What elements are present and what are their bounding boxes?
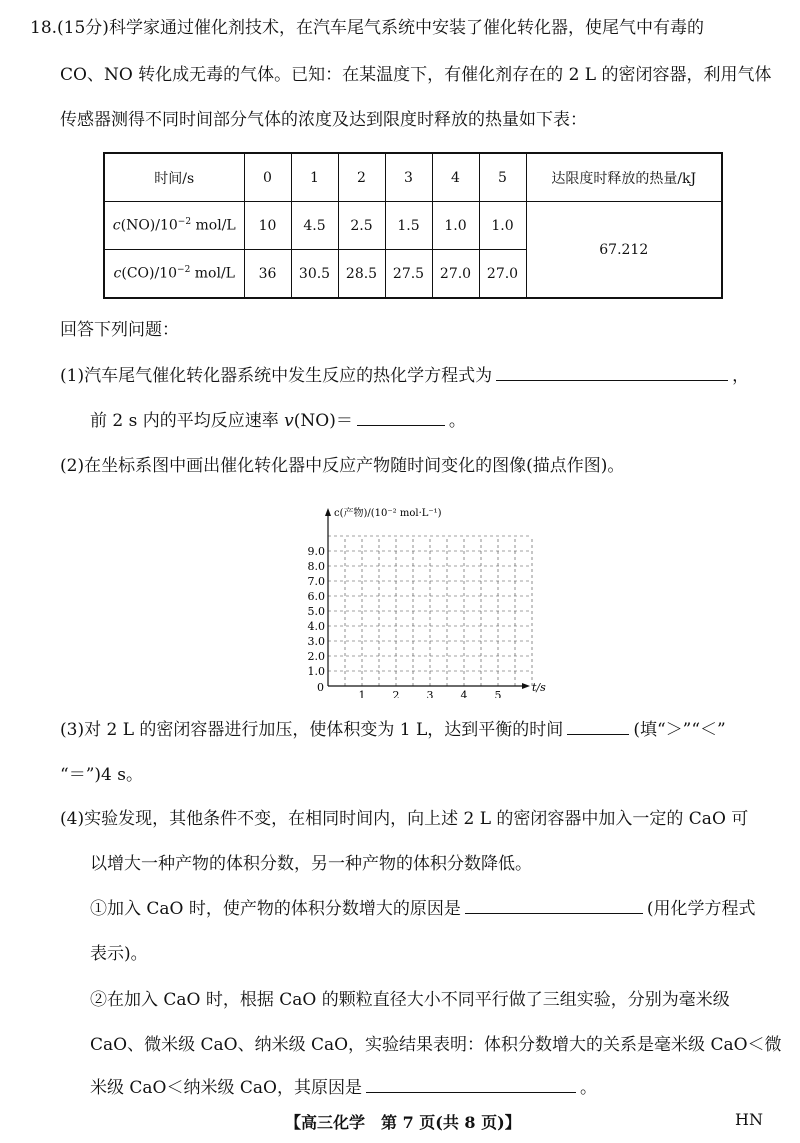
- table-time-cell: 1: [291, 153, 338, 202]
- table-cell: 27.0: [432, 250, 479, 299]
- y-tick-label: 4.0: [307, 620, 325, 633]
- y-tick-label: 2.0: [307, 650, 325, 663]
- y-axis-arrow: [325, 508, 331, 516]
- q4-sub1-line-1: [90, 901, 756, 918]
- table-cell: 27.5: [385, 250, 432, 299]
- table-time-cell: 0: [244, 153, 291, 202]
- table-cell: 28.5: [338, 250, 385, 299]
- q1-line-1: [60, 368, 749, 385]
- q3-answer-blank[interactable]: [567, 733, 629, 735]
- table-heat-value: 67.212: [526, 202, 722, 299]
- table-time-cell: 4: [432, 153, 479, 202]
- q4-sub2-line-2: CaO、微米级 CaO、纳米级 CaO，实验结果表明：体积分数增大的关系是毫米级 CaO＜微: [90, 1035, 782, 1055]
- table-row: [104, 202, 722, 250]
- x-tick-label: 3: [426, 689, 434, 698]
- q4-sub1-text-post: (用化学方程式: [646, 899, 756, 919]
- y-tick-label: 6.0: [307, 590, 325, 603]
- q3-line-2: “＝”)4 s。: [60, 765, 143, 785]
- x-tick-label: 5: [494, 689, 502, 698]
- q1-line2-end: 。: [448, 411, 466, 431]
- question-score: (15分): [57, 18, 109, 38]
- q3-text: (3)对 2 L 的密闭容器进行加压，使体积变为 1 L，达到平衡的时间: [60, 720, 564, 740]
- q1-answer-blank-2[interactable]: [357, 424, 445, 426]
- label-mid: (NO)/10: [120, 217, 178, 234]
- table-cell: 2.5: [338, 202, 385, 250]
- y-tick-label: 9.0: [307, 545, 325, 558]
- x-tick-label: 4: [460, 689, 468, 698]
- y-tick-label: 3.0: [307, 635, 325, 648]
- table-cell: 36: [244, 250, 291, 299]
- table-time-cell: 2: [338, 153, 385, 202]
- q1-line2-mid: (NO)＝: [293, 411, 353, 431]
- q1-text: (1)汽车尾气催化转化器系统中发生反应的热化学方程式为: [60, 366, 493, 386]
- x-tick-label: 2: [392, 689, 400, 698]
- q4-sub1-text: ①加入 CaO 时，使产物的体积分数增大的原因是: [90, 899, 461, 919]
- q2-text: (2)在坐标系图中画出催化转化器中反应产物随时间变化的图像(描点作图)。: [60, 456, 625, 476]
- table-header-heat: 达限度时释放的热量/kJ: [526, 153, 722, 202]
- label-var: c: [113, 265, 122, 282]
- label-unit: mol/L: [191, 217, 236, 234]
- table-cell: 4.5: [291, 202, 338, 250]
- label-exp: −2: [177, 217, 192, 228]
- table-cell: 1.0: [479, 202, 526, 250]
- y-tick-label: 8.0: [307, 560, 325, 573]
- q3-line-1: [60, 722, 726, 739]
- y-tick-label: 5.0: [307, 605, 325, 618]
- y-tick-labels: [308, 545, 326, 678]
- x-axis-label: t/s: [532, 681, 546, 694]
- q4-sub2-line-3: [90, 1080, 597, 1097]
- table-header-row: [104, 153, 722, 202]
- concentration-time-chart[interactable]: [300, 498, 560, 698]
- table-time-cell: 5: [479, 153, 526, 202]
- y-axis-label: c(产物)/(10⁻² mol·L⁻¹): [334, 508, 442, 519]
- table-time-cell: 3: [385, 153, 432, 202]
- table-cell: 1.5: [385, 202, 432, 250]
- table-cell: 30.5: [291, 250, 338, 299]
- q4-sub1-answer-blank[interactable]: [465, 912, 643, 914]
- question-intro-3: 传感器测得不同时间部分气体的浓度及达到限度时释放的热量如下表：: [60, 110, 587, 130]
- q4-sub2-text: 米级 CaO＜纳米级 CaO，其原因是: [90, 1078, 362, 1098]
- q4-sub2-answer-blank[interactable]: [366, 1091, 576, 1093]
- q1-line1-end: ，: [732, 366, 750, 386]
- q4-sub1-line-2: 表示)。: [90, 944, 148, 964]
- q1-answer-blank-1[interactable]: [496, 379, 728, 381]
- x-axis-arrow: [522, 683, 530, 689]
- chart-grid: [328, 536, 532, 686]
- question-intro-2: CO、NO 转化成无毒的气体。已知：在某温度下，有催化剂存在的 2 L 的密闭容器，利用气体: [60, 65, 772, 85]
- label-exp: −2: [177, 265, 191, 276]
- page-footer-title: 【高三化学 第 7 页(共 8 页)】: [285, 1113, 521, 1132]
- table-cell: 1.0: [432, 202, 479, 250]
- question-intro-1: 科学家通过催化剂技术，在汽车尾气系统中安装了催化转化器，使尾气中有毒的: [108, 18, 704, 38]
- table-row-label: [104, 202, 244, 250]
- table-row-label: [104, 250, 244, 299]
- q1-line2-var: v: [284, 411, 294, 431]
- q3-text-post: (填“＞”“＜”: [633, 720, 726, 740]
- label-unit: mol/L: [190, 265, 235, 282]
- origin-label: 0: [317, 681, 324, 694]
- x-tick-labels: [359, 689, 502, 698]
- answer-prompt: 回答下列问题：: [60, 320, 179, 340]
- q4-sub2-line-1: ②在加入 CaO 时，根据 CaO 的颗粒直径大小不同平行做了三组实验，分别为毫米级: [90, 990, 730, 1010]
- table-header-time: 时间/s: [104, 153, 244, 202]
- q4-line-1: (4)实验发现，其他条件不变，在相同时间内，向上述 2 L 的密闭容器中加入一定的 CaO 可: [60, 809, 749, 829]
- question-line-1: [30, 20, 704, 37]
- q4-line-2: 以增大一种产物的体积分数，另一种产物的体积分数降低。: [90, 854, 532, 874]
- data-table: [103, 152, 723, 299]
- label-mid: (CO)/10: [121, 265, 178, 282]
- x-tick-label: 1: [358, 689, 366, 698]
- table-cell: 10: [244, 202, 291, 250]
- y-tick-label: 7.0: [307, 575, 325, 588]
- q4-sub2-end: 。: [579, 1078, 597, 1098]
- q1-line-2: [90, 413, 466, 430]
- y-tick-label: 1.0: [307, 665, 325, 678]
- table-cell: 27.0: [479, 250, 526, 299]
- q1-line2-pre: 前 2 s 内的平均反应速率: [90, 411, 285, 431]
- question-number: 18.: [30, 18, 58, 38]
- page-footer-code: HN: [735, 1110, 763, 1129]
- label-var: c: [112, 217, 121, 234]
